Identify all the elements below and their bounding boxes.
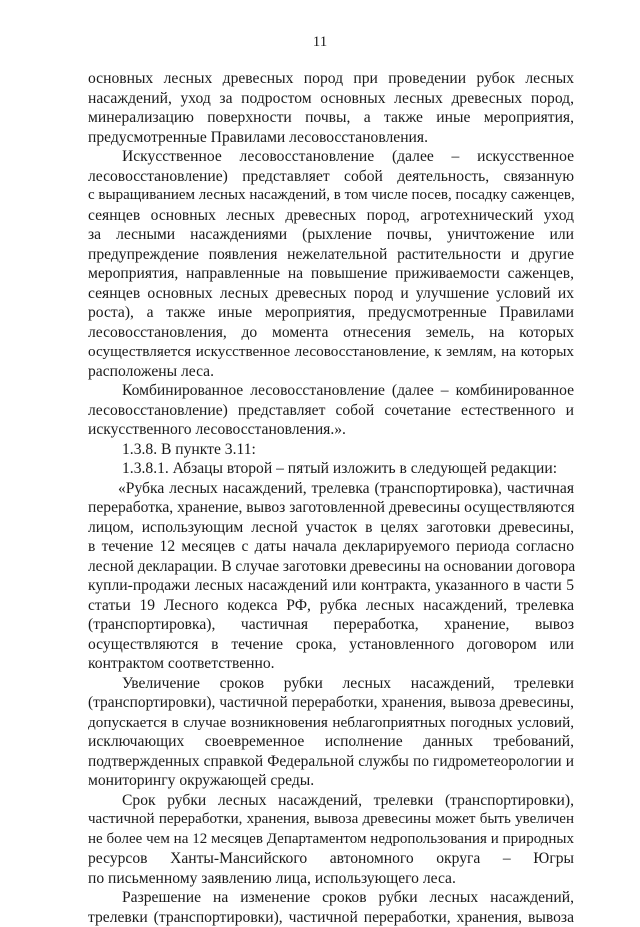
text-line: лесовосстановления, до момента отнесения земель, на которых (88, 323, 574, 343)
text-line: Комбинированное лесовосстановление (далее – комбинированное (88, 381, 574, 401)
text-line: мониторингу окружающей среды. (88, 771, 574, 791)
text-line: 1.3.8.1. Абзацы второй – пятый изложить в следующей редакции: (88, 459, 574, 479)
text-line: предупреждение появления нежелательной растительности и другие (88, 245, 574, 265)
text-line: с выращиванием лесных насаждений, в том числе посев, посадку саженцев, (88, 186, 574, 206)
text-line: трелевки (транспортировки), частичной переработки, хранения, вывоза (88, 908, 574, 927)
text-line: допускается в случае возникновения неблагоприятных погодных условий, (88, 713, 574, 733)
text-line: исключающих своевременное исполнение данных требований, (88, 732, 574, 752)
text-line: лицом, использующим лесной участок в целях заготовки древесины, (88, 518, 574, 538)
text-line: предусмотренные Правилами лесовосстановления. (88, 128, 574, 148)
text-line: статьи 19 Лесного кодекса РФ, рубка лесных насаждений, трелевка (88, 596, 574, 616)
text-line: Искусственное лесовосстановление (далее – искусственное (88, 147, 574, 167)
text-line: не более чем на 12 месяцев Департаментом недропользования и природных (88, 830, 574, 850)
text-line: Разрешение на изменение сроков рубки лесных насаждений, (88, 888, 574, 908)
text-line: по письменному заявлению лица, использующего леса. (88, 869, 574, 889)
text-line: минерализацию поверхности почвы, а также иные мероприятия, (88, 108, 574, 128)
text-line: 1.3.8. В пункте 3.11: (88, 440, 574, 460)
text-line: купли-продажи лесных насаждений или контракта, указанного в части 5 (88, 576, 574, 596)
text-line: осуществляются в течение срока, установленного договором или (88, 635, 574, 655)
text-line: Срок рубки лесных насаждений, трелевки (транспортировки), (88, 791, 574, 811)
text-line: насаждений, уход за подростом основных лесных древесных пород, (88, 89, 574, 109)
text-line: искусственного лесовосстановления.». (88, 420, 574, 440)
text-line: основных лесных древесных пород при проведении рубок лесных (88, 69, 574, 89)
document-body (88, 69, 574, 927)
text-line: лесовосстановление) представляет собой деятельность, связанную (88, 167, 574, 187)
text-line: расположены леса. (88, 362, 574, 382)
text-line: (транспортировки), частичной переработки, хранения, вывоза древесины, (88, 693, 574, 713)
text-line: роста), а также иные мероприятия, предусмотренные Правилами (88, 303, 574, 323)
text-line: лесной декларации. В случае заготовки древесины на основании договора (88, 557, 574, 577)
page-number: 11 (0, 33, 640, 51)
text-line: подтвержденных справкой Федеральной службы по гидрометеорологии и (88, 752, 574, 772)
text-line: Увеличение сроков рубки лесных насаждений, трелевки (88, 674, 574, 694)
text-line: контрактом соответственно. (88, 654, 574, 674)
text-line: лесовосстановление) представляет собой сочетание естественного и (88, 401, 574, 421)
text-line: мероприятия, направленные на повышение приживаемости саженцев, (88, 264, 574, 284)
text-line: сеянцев основных лесных древесных пород, агротехнический уход (88, 206, 574, 226)
text-line: за лесными насаждениями (рыхление почвы, уничтожение или (88, 225, 574, 245)
text-line: осуществляется искусственное лесовосстановление, к землям, на которых (88, 342, 574, 362)
text-line: сеянцев основных лесных древесных пород и улучшение условий их (88, 284, 574, 304)
text-line: ресурсов Ханты-Мансийского автономного округа – Югры (88, 849, 574, 869)
text-line: в течение 12 месяцев с даты начала декларируемого периода согласно (88, 537, 574, 557)
text-line: «Рубка лесных насаждений, трелевка (транспортировка), частичная (88, 479, 574, 499)
text-line: (транспортировка), частичная переработка, хранение, вывоз (88, 615, 574, 635)
text-line: переработка, хранение, вывоз заготовленной древесины осуществляются (88, 498, 574, 518)
text-line: частичной переработки, хранения, вывоза древесины может быть увеличен (88, 810, 574, 830)
